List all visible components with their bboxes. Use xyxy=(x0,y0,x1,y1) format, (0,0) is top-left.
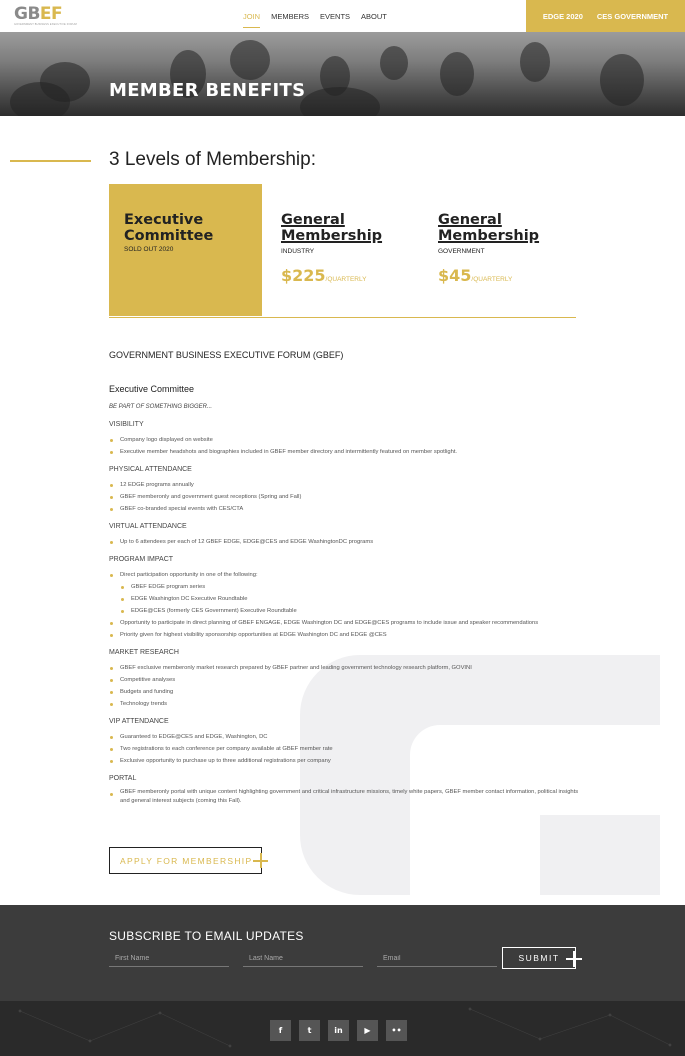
edge-2020-link[interactable]: EDGE 2020 xyxy=(542,11,583,21)
card-price: $225/QUARTERLY xyxy=(281,266,367,285)
site-header xyxy=(0,0,685,32)
benefit-item: Up to 6 attendees per each of 12 GBEF EDGE, EDGE@CES and EDGE WashingtonDC programs xyxy=(109,536,579,548)
subscribe-section xyxy=(0,905,685,1001)
card-price: $45/QUARTERLY xyxy=(438,266,513,285)
benefit-item: GBEF exclusive memberonly market research prepared by GBEF partner and leading government technology research platform, GOVINI xyxy=(109,662,579,674)
card-title: General Membership xyxy=(438,212,540,244)
benefit-item: EDGE@CES (formerly CES Government) Executive Roundtable xyxy=(109,605,579,617)
benefit-item: Competitive analyses xyxy=(109,674,579,686)
section-heading: VIP ATTENDANCE xyxy=(109,718,169,725)
nav-members[interactable]: MEMBERS xyxy=(271,12,310,21)
flickr-icon[interactable]: •• xyxy=(386,1020,407,1041)
card-title: Executive Committee xyxy=(124,212,214,244)
card-general-membership-industry[interactable] xyxy=(266,184,419,316)
benefit-list xyxy=(109,731,579,767)
benefit-item: Two registrations to each conference per company available at GBEF member rate xyxy=(109,743,579,755)
main-nav xyxy=(243,12,398,21)
linkedin-icon[interactable]: in xyxy=(328,1020,349,1041)
card-executive-committee[interactable] xyxy=(109,184,262,316)
card-general-membership-government[interactable] xyxy=(423,184,576,316)
committee-title: Executive Committee xyxy=(109,384,195,394)
benefit-item: Budgets and funding xyxy=(109,686,579,698)
benefit-item: GBEF memberonly portal with unique content highlighting government and critical infrastructure missions, timely white papers, GBEF member contact information, political insights and general interest subjects (coming this Fall). xyxy=(109,788,579,806)
benefit-list xyxy=(109,434,579,458)
benefit-item: GBEF memberonly and government guest receptions (Spring and Fall) xyxy=(109,491,579,503)
benefit-item: GBEF co-branded special events with CES/CTA xyxy=(109,503,579,515)
subscribe-title: SUBSCRIBE TO EMAIL UPDATES xyxy=(109,929,304,943)
benefit-list xyxy=(109,536,579,548)
benefit-item: Executive member headshots and biographies included in GBEF member directory and intermittently featured on member spotlight. xyxy=(109,446,579,458)
benefit-item: Direct participation opportunity in one of the following: xyxy=(109,569,579,581)
section-heading: MARKET RESEARCH xyxy=(109,649,179,656)
email-field[interactable] xyxy=(377,951,497,967)
ces-government-link[interactable]: CES GOVERNMENT xyxy=(596,11,669,21)
benefit-list xyxy=(109,569,579,641)
benefit-list xyxy=(109,479,579,515)
nav-about[interactable]: ABOUT xyxy=(361,12,387,21)
card-subtitle: GOVERNMENT xyxy=(438,248,485,255)
social-links xyxy=(270,1020,407,1041)
section-heading: VISIBILITY xyxy=(109,421,144,428)
plus-icon-vertical xyxy=(260,853,262,868)
benefit-item: Company logo displayed on website xyxy=(109,434,579,446)
logo-accent-text: EF xyxy=(39,4,63,24)
benefit-sections xyxy=(109,421,579,806)
levels-heading: 3 Levels of Membership: xyxy=(109,149,316,170)
benefit-item: Technology trends xyxy=(109,698,579,710)
card-title: General Membership xyxy=(281,212,383,244)
benefit-item: 12 EDGE programs annually xyxy=(109,479,579,491)
youtube-icon[interactable]: ▶ xyxy=(357,1020,378,1041)
twitter-icon[interactable]: t xyxy=(299,1020,320,1041)
first-name-field[interactable] xyxy=(109,951,229,967)
benefit-list xyxy=(109,662,579,710)
gbef-logo[interactable] xyxy=(14,6,86,26)
org-title: GOVERNMENT BUSINESS EXECUTIVE FORUM (GBEF) xyxy=(109,350,344,360)
nav-events[interactable]: EVENTS xyxy=(320,12,351,21)
section-accent-line xyxy=(10,160,91,162)
plus-icon-vertical xyxy=(573,951,575,967)
hero-banner xyxy=(0,32,685,116)
benefit-item: Opportunity to participate in direct planning of GBEF ENGAGE, EDGE Washington DC and EDGE@CES programs to include issue and speaker recommendations xyxy=(109,617,579,629)
logo-main-text: GB xyxy=(14,4,40,24)
submit-button[interactable]: SUBMIT xyxy=(502,947,576,969)
section-heading: PORTAL xyxy=(109,775,137,782)
benefit-list xyxy=(109,788,579,806)
cards-divider xyxy=(109,317,576,318)
apply-button-label: APPLY FOR MEMBERSHIP xyxy=(120,855,253,866)
section-heading: PHYSICAL ATTENDANCE xyxy=(109,466,192,473)
tagline: BE PART OF SOMETHING BIGGER... xyxy=(109,404,213,410)
logo-subtext: GOVERNMENT BUSINESS EXECUTIVE FORUM xyxy=(14,23,77,26)
site-footer xyxy=(0,1001,685,1056)
benefits-content xyxy=(109,350,579,814)
card-subtitle: SOLD OUT 2020 xyxy=(124,246,174,253)
section-heading: VIRTUAL ATTENDANCE xyxy=(109,523,187,530)
page-title: MEMBER BENEFITS xyxy=(109,80,306,101)
card-subtitle: INDUSTRY xyxy=(281,248,315,255)
apply-for-membership-button[interactable] xyxy=(109,847,262,874)
last-name-field[interactable] xyxy=(243,951,363,967)
benefit-item: Priority given for highest visibility sponsorship opportunities at EDGE Washington DC and EDGE @CES xyxy=(109,629,579,641)
header-cta-bar xyxy=(526,0,685,32)
benefit-item: Guaranteed to EDGE@CES and EDGE, Washington, DC xyxy=(109,731,579,743)
nav-join[interactable]: JOIN xyxy=(243,12,261,21)
benefit-item: Exclusive opportunity to purchase up to three additional registrations per company xyxy=(109,755,579,767)
benefit-item: GBEF EDGE program series xyxy=(109,581,579,593)
facebook-icon[interactable]: f xyxy=(270,1020,291,1041)
benefit-item: EDGE Washington DC Executive Roundtable xyxy=(109,593,579,605)
section-heading: PROGRAM IMPACT xyxy=(109,556,174,563)
